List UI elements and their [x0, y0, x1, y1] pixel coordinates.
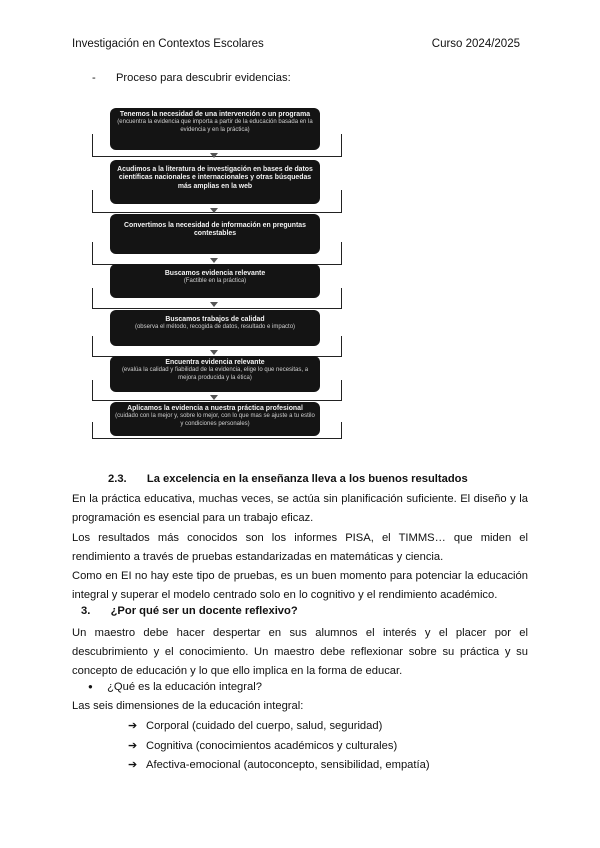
- down-arrow-icon: [210, 350, 218, 355]
- dimensions-intro: Las seis dimensiones de la educación integral:: [72, 700, 304, 712]
- flow-step: [110, 214, 320, 254]
- dimension-item: [128, 739, 397, 752]
- down-arrow-icon: [210, 302, 218, 307]
- dimension-text: Corporal (cuidado del cuerpo, salud, seguridad): [146, 720, 383, 732]
- flow-step-title: Tenemos la necesidad de una intervención o un programa: [119, 111, 311, 118]
- paragraph: Como en EI no hay este tipo de pruebas, es un buen momento para potenciar la educación integral y superar el modelo centrado solo en lo cognitivo y el rendimiento académico.: [72, 570, 528, 602]
- evidence-flowchart: [92, 104, 342, 440]
- down-arrow-icon: [210, 395, 218, 400]
- arrow-icon: ➔: [128, 740, 138, 752]
- flow-step-title: Aplicamos la evidencia a nuestra práctica profesional: [127, 405, 303, 412]
- intro-bullet-text: Proceso para descubrir evidencias:: [115, 72, 291, 84]
- flow-step: [110, 402, 320, 436]
- flow-step: [110, 264, 320, 298]
- flow-step-subtitle: (encuentra la evidencia que importa a partir de la educación basada en la evidencia y en la práctica): [117, 119, 313, 133]
- flow-step-title: Encuentra evidencia relevante: [165, 359, 265, 366]
- flow-step-subtitle: (evalúa la calidad y fiabilidad de la evidencia, elige lo que necesitas, a mejora producida y la ética): [121, 367, 309, 381]
- dimension-text: Cognitiva (conocimientos académicos y culturales): [146, 740, 398, 752]
- flow-step: [110, 160, 320, 204]
- section-2-3-heading: [108, 473, 468, 485]
- dimension-item: [128, 719, 382, 732]
- dash-marker: -: [92, 72, 96, 84]
- arrow-icon: ➔: [128, 759, 138, 771]
- down-arrow-icon: [210, 208, 218, 213]
- flow-step-title: Buscamos evidencia relevante: [164, 270, 266, 277]
- flow-step: [110, 356, 320, 392]
- header-right: Curso 2024/2025: [431, 38, 520, 50]
- flow-step: [110, 310, 320, 346]
- flow-step-title: Buscamos trabajos de calidad: [165, 316, 265, 323]
- section-3-heading: [81, 605, 298, 617]
- section-title: ¿Por qué ser un docente reflexivo?: [110, 605, 298, 617]
- down-arrow-icon: [210, 153, 218, 158]
- section-number: 2.3.: [108, 473, 127, 485]
- section-number: 3.: [81, 605, 91, 617]
- paragraph: Los resultados más conocidos son los informes PISA, el TIMMS… que miden el rendimiento a través de pruebas estandarizadas en matemáticas y ciencia.: [72, 532, 528, 564]
- flow-step-title: Convertimos la necesidad de información en preguntas contestables: [124, 222, 306, 238]
- section-title: La excelencia en la enseñanza lleva a los buenos resultados: [146, 473, 468, 485]
- header-left: Investigación en Contextos Escolares: [72, 38, 264, 50]
- arrow-icon: ➔: [128, 720, 138, 732]
- flow-step-subtitle: (cuidado con la mejor y, sobre lo mejor, con lo que mas se ajuste a tu estilo y condiciones personales): [115, 413, 315, 427]
- bullet-item: [88, 681, 262, 693]
- flow-step-title: Acudimos a la literatura de investigación en bases de datos científicas nacionales e internacionales y otras búsquedas más amplias en la web: [117, 166, 313, 190]
- bullet-text: ¿Qué es la educación integral?: [107, 681, 262, 693]
- flow-step-subtitle: (observa el método, recogida de datos, resultado e impacto): [134, 324, 296, 331]
- bullet-dot-icon: ●: [88, 682, 93, 691]
- paragraph: En la práctica educativa, muchas veces, se actúa sin planificación suficiente. El diseño y la programación es esencial para un trabajo eficaz.: [72, 493, 528, 525]
- dimension-text: Afectiva-emocional (autoconcepto, sensibilidad, empatía): [146, 759, 430, 771]
- intro-bullet: [92, 72, 291, 84]
- flow-step: [110, 108, 320, 150]
- flow-step-subtitle: (Factible en la práctica): [183, 278, 247, 285]
- dimension-item: [128, 758, 430, 771]
- paragraph: Un maestro debe hacer despertar en sus alumnos el interés y el placer por el descubrimiento y el conocimiento. Un maestro debe reflexionar sobre su práctica y su concepto de educación y lo que ello implica en la forma de educar.: [72, 627, 528, 678]
- down-arrow-icon: [210, 258, 218, 263]
